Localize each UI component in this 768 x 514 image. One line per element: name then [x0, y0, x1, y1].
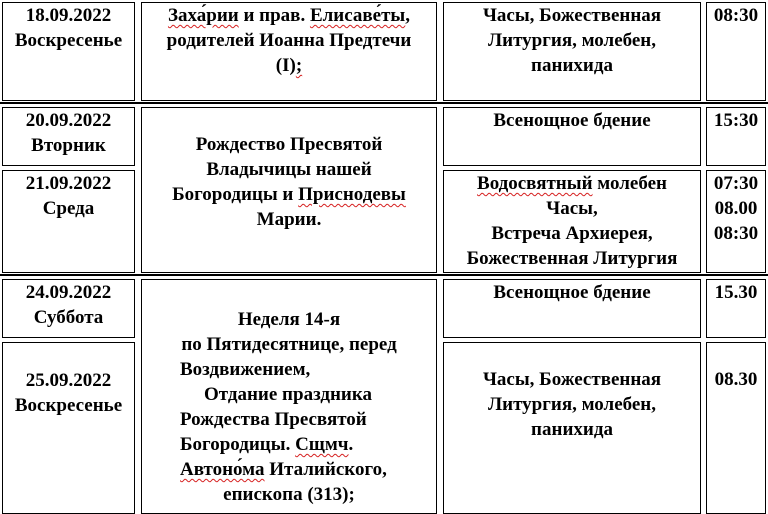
feast-line: по Пятидесятнице, перед [181, 334, 397, 355]
date-cell [2, 342, 135, 514]
services-cell [443, 2, 701, 101]
feast-line: Заха́рии и прав. Елисаве́ты, [167, 5, 411, 26]
date: 18.09.2022 [25, 5, 112, 26]
service-line: Всенощное бдение [493, 110, 651, 131]
date: 21.09.2022 [25, 173, 112, 194]
service-line: Всенощное бдение [493, 282, 651, 303]
time-cell [706, 107, 766, 166]
feast-word-ever-virgin: Приснодевы [298, 184, 406, 205]
service-line: Встреча Архиерея, [491, 223, 653, 244]
services-cell [443, 107, 701, 166]
services-cell [443, 342, 701, 514]
date-cell [2, 2, 135, 101]
time-cell [706, 279, 766, 338]
service-line: Часы, [546, 198, 598, 219]
date-cell [2, 279, 135, 338]
feast-word-hieromartyr: Сщмч [295, 434, 349, 455]
feast-line: епископа (313); [223, 484, 355, 505]
weekday: Вторник [31, 135, 106, 156]
service-time: 08.30 [714, 369, 758, 390]
service-time: 15.30 [714, 282, 758, 303]
time-cell [706, 2, 766, 101]
row-divider [0, 274, 768, 276]
service-time: 08:30 [713, 223, 759, 244]
feast-cell [141, 2, 437, 101]
feast-cell-nativity [141, 107, 437, 273]
weekday: Воскресенье [14, 395, 123, 416]
feast-line: Богородицы и Приснодевы [172, 184, 406, 205]
service-word-water-blessing: Водосвятный [477, 173, 593, 194]
weekday: Воскресенье [14, 30, 123, 51]
feast-line: Рождество Пресвятой [195, 134, 383, 155]
feast-name-autonomus: Автоно́ма [180, 459, 265, 480]
date: 25.09.2022 [25, 370, 112, 391]
time-cell [706, 170, 766, 273]
feast-line: Владычицы нашей [206, 159, 372, 180]
services-cell [443, 170, 701, 273]
feast-line: Неделя 14-я [237, 309, 341, 330]
service-line: Водосвятный молебен [477, 173, 667, 194]
service-line: панихида [531, 55, 613, 76]
service-line: Часы, Божественная [482, 369, 662, 390]
feast-line: Марии. [256, 209, 322, 230]
feast-line: (I); [275, 55, 303, 76]
service-time: 07:30 [713, 173, 759, 194]
service-line: панихида [531, 419, 613, 440]
feast-line: Богородицы. Сщмч. [180, 434, 354, 455]
date-cell [2, 170, 135, 273]
service-line: Божественная Литургия [466, 248, 678, 269]
feast-name-elisabeth: Елисаве́ты [309, 5, 406, 26]
feast-name-zachary: Заха́рии [167, 5, 239, 26]
date-cell [2, 107, 135, 166]
feast-line: Воздвижением, [180, 359, 311, 380]
services-cell [443, 279, 701, 338]
date: 20.09.2022 [25, 110, 112, 131]
time-cell [706, 342, 766, 514]
weekday: Суббота [33, 307, 104, 328]
row-divider [0, 102, 768, 104]
feast-line: Рождества Пресвятой [180, 409, 367, 430]
service-line: Литургия, молебен, [487, 30, 657, 51]
feast-line: Отдание праздника [204, 384, 373, 405]
feast-line: родителей Иоанна Предтечи [166, 30, 412, 51]
service-time: 08.00 [714, 198, 758, 219]
date: 24.09.2022 [25, 282, 112, 303]
service-time: 08:30 [713, 5, 759, 26]
service-line: Часы, Божественная [482, 5, 662, 26]
feast-cell-week14 [141, 279, 437, 514]
service-line: Литургия, молебен, [487, 394, 657, 415]
feast-line: Автоно́ма Италийского, [180, 459, 387, 480]
weekday: Среда [42, 198, 95, 219]
service-time: 15:30 [713, 110, 759, 131]
